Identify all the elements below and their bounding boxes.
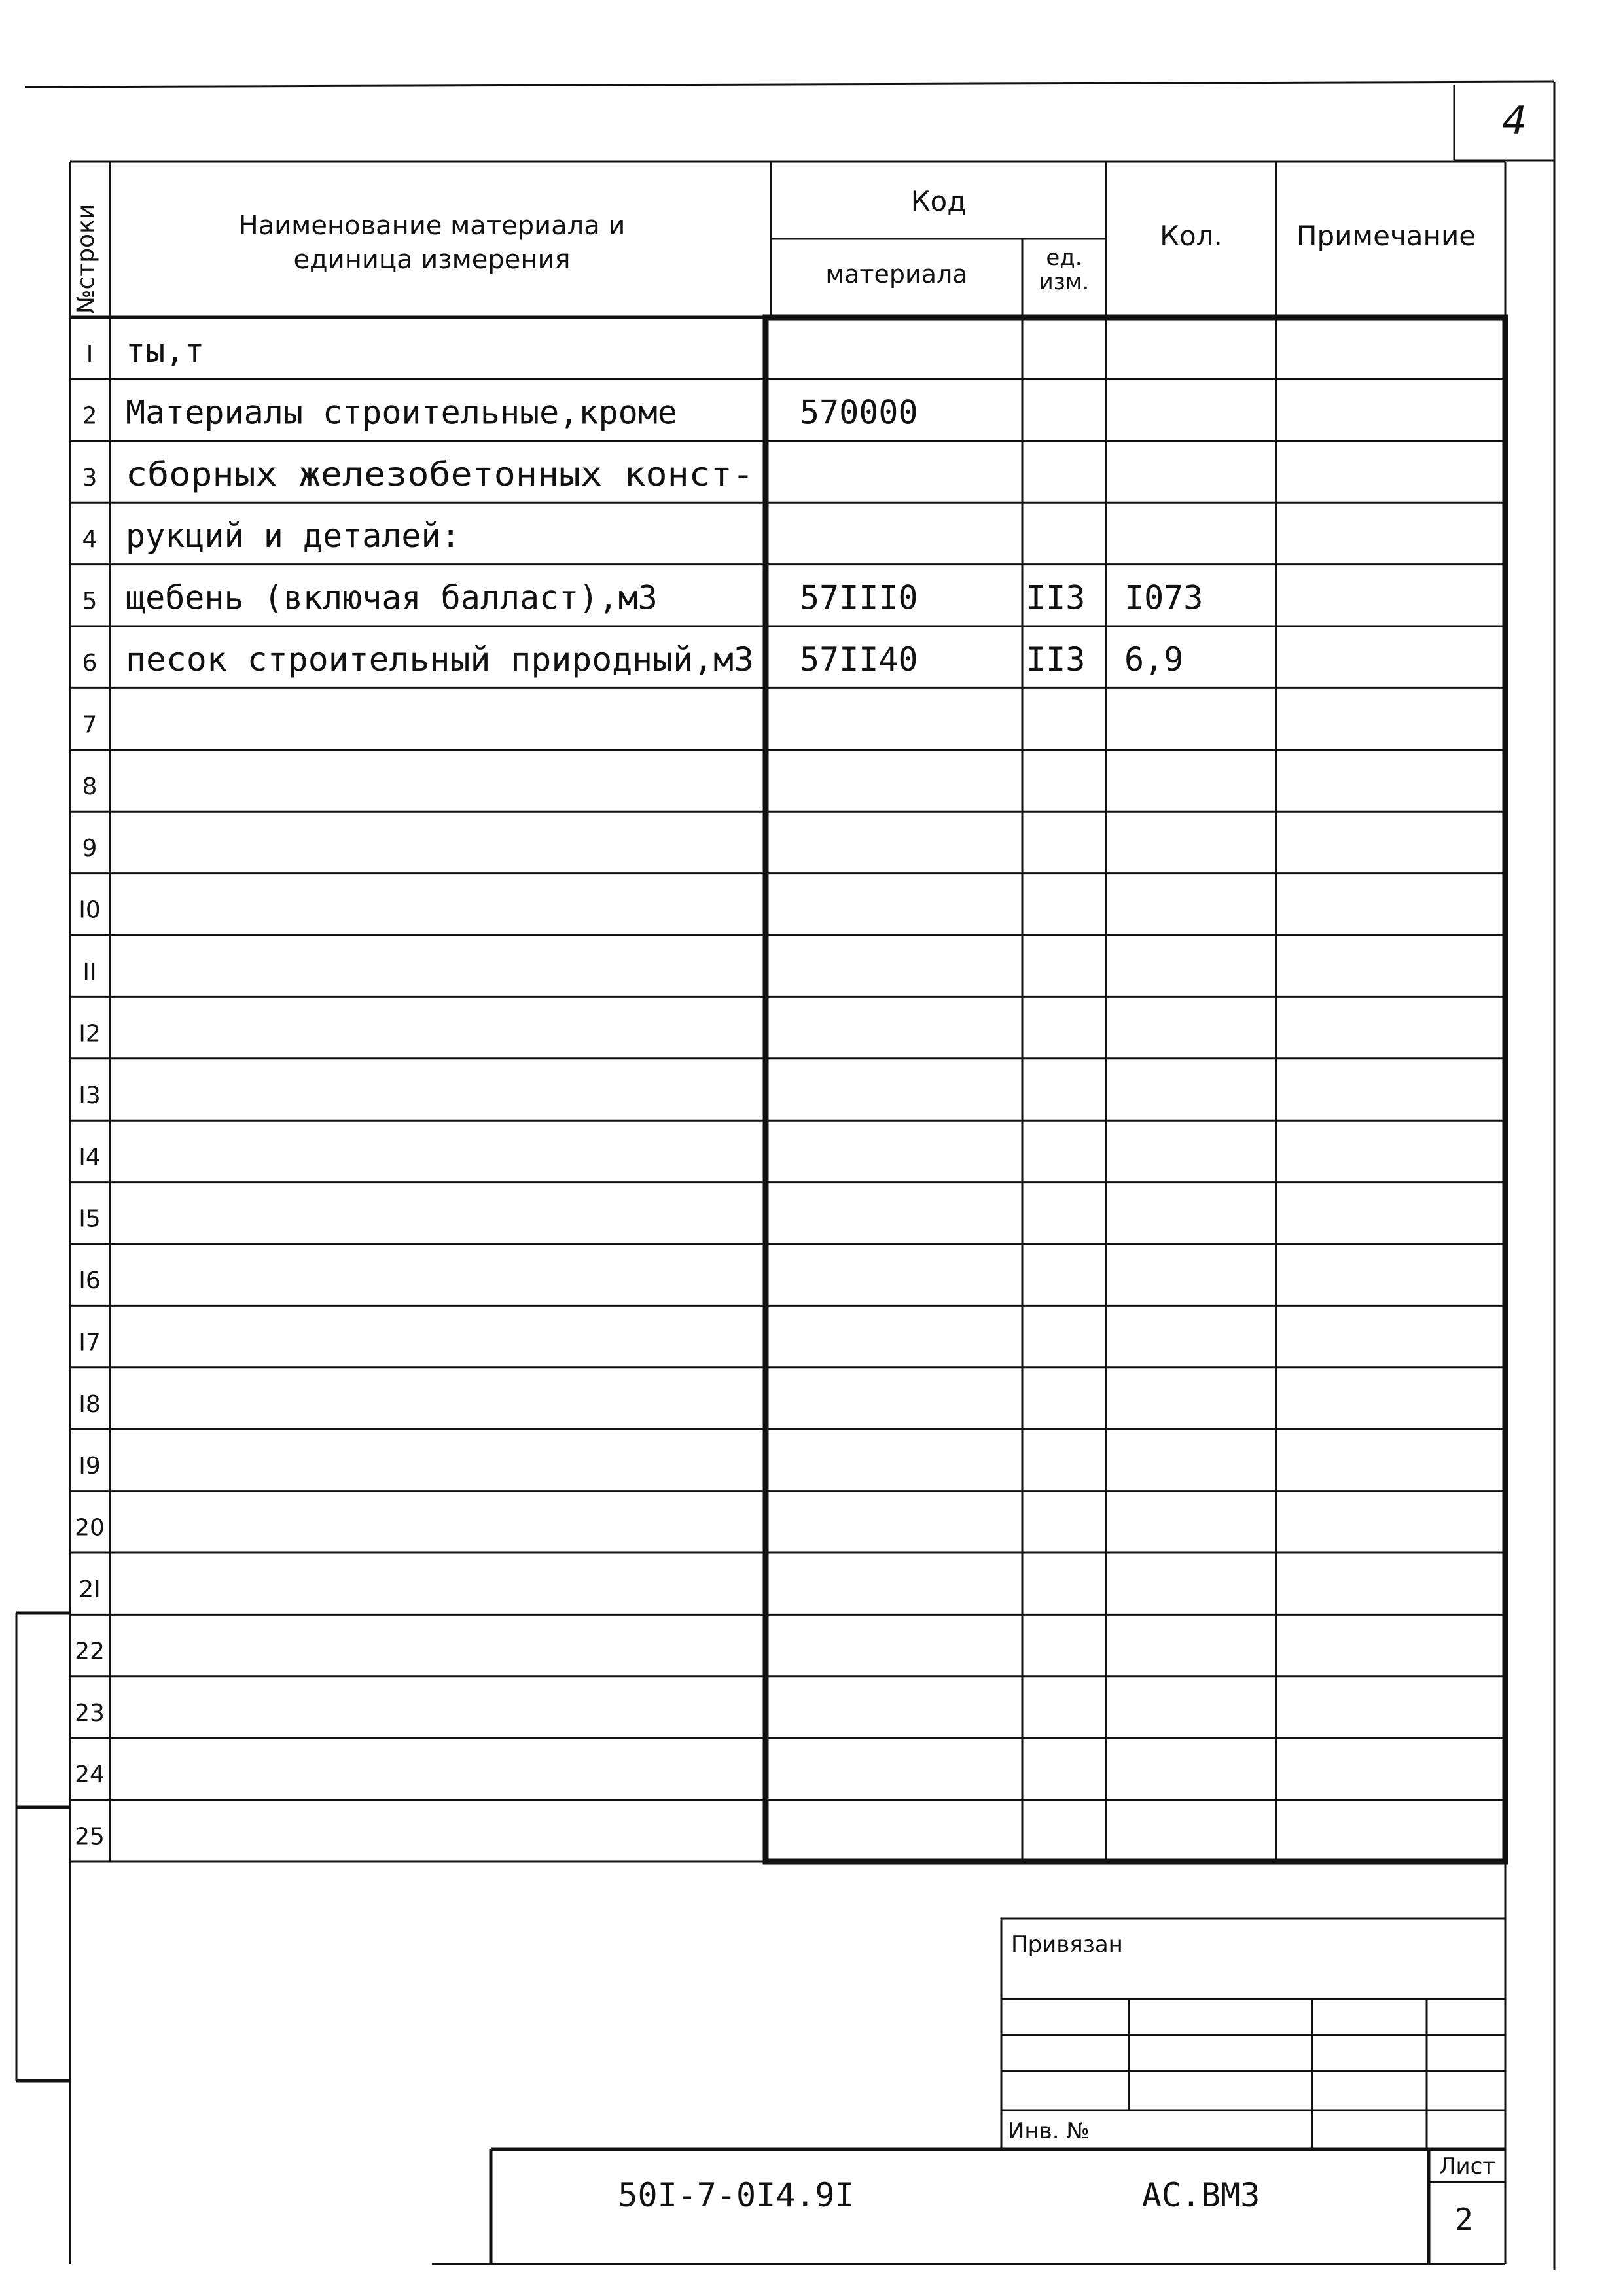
header-code: Код [910, 185, 967, 217]
row-number: 2I [79, 1576, 101, 1603]
table-row [70, 1391, 1505, 1429]
table-row [70, 393, 1505, 440]
row-number: 5 [82, 588, 98, 615]
row-number: 23 [75, 1699, 105, 1727]
doc-number: 50I-7-0I4.9I [618, 2176, 855, 2214]
row-number: I9 [79, 1453, 101, 1480]
row-material-name: сборных железобетонных конст- [126, 455, 754, 493]
stamp-inv-label: Инв. № [1008, 2118, 1090, 2144]
table-row [70, 641, 1505, 688]
row-number: 22 [75, 1638, 105, 1665]
header-name-line1: Наименование материала и [238, 211, 626, 241]
table-row [70, 455, 1505, 503]
table-row [70, 711, 1505, 749]
table-row [70, 1700, 1505, 1738]
row-number: 4 [82, 526, 98, 554]
row-number: 8 [82, 773, 98, 800]
row-number: I2 [79, 1020, 101, 1048]
row-number: 3 [82, 464, 98, 491]
table-row [70, 1761, 1505, 1799]
row-number: 20 [75, 1514, 105, 1542]
row-number: I4 [79, 1144, 101, 1171]
header-qty: Кол. [1160, 220, 1222, 252]
table-row [70, 959, 1505, 997]
table-row [70, 1515, 1505, 1553]
row-number: I5 [79, 1205, 101, 1233]
table-row [70, 1453, 1505, 1491]
row-number: 24 [75, 1761, 105, 1789]
table-row [70, 579, 1505, 626]
row-number: II [82, 958, 97, 985]
row-number: 6 [82, 649, 98, 677]
row-material-name: рукций и деталей: [126, 517, 461, 556]
header-unit-line1: ед. [1046, 245, 1082, 271]
header-name-line2: единица измерения [293, 245, 571, 275]
row-material-code: 570000 [800, 393, 918, 432]
header-note: Примечание [1296, 220, 1476, 252]
table-row [70, 1576, 1505, 1614]
top-border-line [25, 82, 1554, 87]
row-quantity: I073 [1124, 578, 1204, 617]
table-row [70, 897, 1505, 935]
row-number: 7 [82, 711, 98, 739]
table-row [70, 1638, 1505, 1676]
row-material-name: Материалы строительные,кроме [126, 393, 677, 432]
row-number: 25 [75, 1823, 105, 1850]
row-number: I [86, 340, 94, 368]
sheet-number: 2 [1455, 2202, 1473, 2237]
row-number: 9 [82, 835, 98, 862]
table-row [70, 517, 1505, 564]
row-number: I6 [79, 1267, 101, 1294]
table-body [70, 332, 1505, 1862]
row-material-name: щебень (включая балласт),м3 [126, 578, 658, 617]
row-unit-code: II3 [1026, 578, 1086, 617]
doc-code: АС.ВМЗ [1141, 2176, 1260, 2214]
header-unit-line2: изм. [1039, 269, 1090, 295]
table-row [70, 835, 1505, 873]
row-number: 2 [82, 402, 98, 430]
page-number: 4 [1502, 98, 1527, 144]
header-row-no: №строки [73, 203, 99, 314]
row-number: I7 [79, 1329, 101, 1356]
row-number: I0 [79, 896, 101, 924]
row-number: I8 [79, 1390, 101, 1418]
row-unit-code: II3 [1026, 640, 1086, 679]
row-number: I3 [79, 1082, 101, 1109]
row-material-code: 57III0 [800, 578, 918, 617]
table-row [70, 1144, 1505, 1182]
row-material-code: 57II40 [800, 640, 918, 679]
table-row [70, 1824, 1505, 1862]
data-block-frame [766, 317, 1505, 1862]
table-row [70, 1082, 1505, 1120]
table-row [70, 1206, 1505, 1244]
row-material-name: песок строительный природный,м3 [126, 640, 754, 679]
table-row [70, 1267, 1505, 1305]
header-code-material: материала [825, 260, 968, 289]
table-row [70, 332, 1505, 379]
stamp-attached-label: Привязан [1011, 1932, 1123, 1958]
table-row [70, 1329, 1505, 1367]
row-material-name: ты,т [126, 331, 205, 370]
table-row [70, 773, 1505, 811]
sheet-label: Лист [1438, 2153, 1496, 2180]
row-quantity: 6,9 [1124, 640, 1184, 679]
table-row [70, 1020, 1505, 1058]
